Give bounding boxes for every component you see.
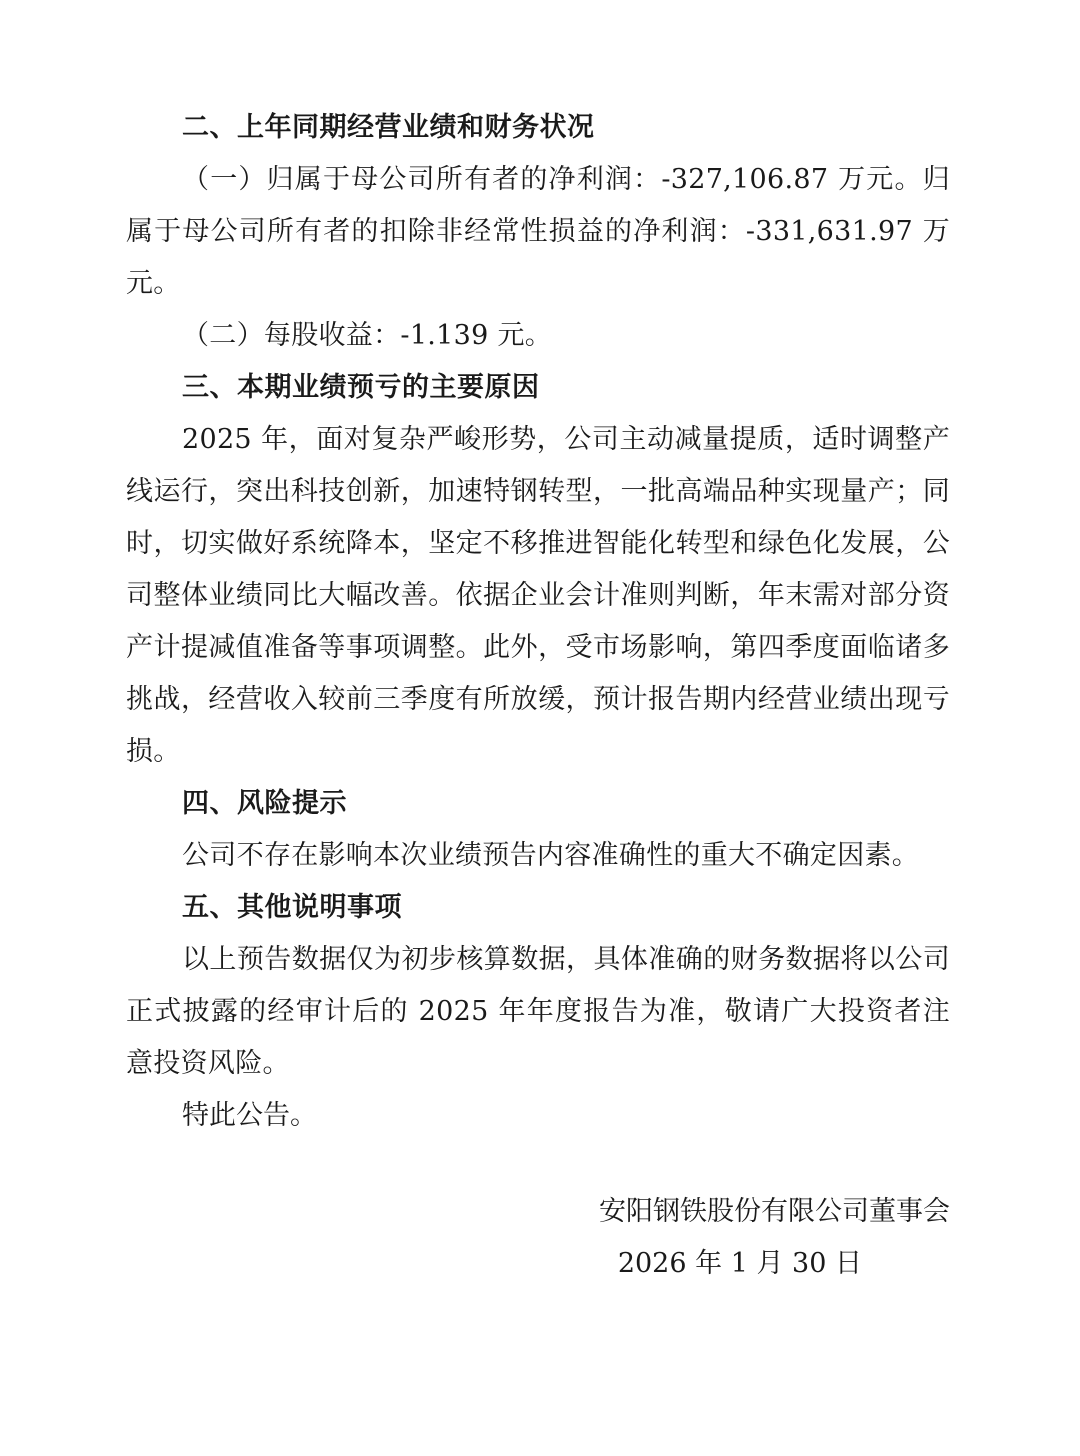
prior-period-eps: （二）每股收益：-1.139 元。 xyxy=(182,320,553,351)
section-heading-other: 五、其他说明事项 xyxy=(182,892,402,923)
signature-date: 2026 年 1 月 30 日 xyxy=(617,1248,862,1279)
document-body xyxy=(126,102,950,1142)
section-heading-prior-period: 二、上年同期经营业绩和财务状况 xyxy=(182,112,595,143)
signature-company: 安阳钢铁股份有限公司董事会 xyxy=(599,1196,950,1227)
other-notes-text: 以上预告数据仅为初步核算数据，具体准确的财务数据将以公司正式披露的经审计后的 2025 年年度报告为准，敬请广大投资者注意投资风险。 xyxy=(126,944,950,1079)
section-heading-risk: 四、风险提示 xyxy=(182,788,347,819)
loss-reasons-text: 2025 年，面对复杂严峻形势，公司主动减量提质，适时调整产线运行，突出科技创新，加速特钢转型，一批高端品种实现量产；同时，切实做好系统降本，坚定不移推进智能化转型和绿色化发展，公司整体业绩同比大幅改善。依据企业会计准则判断，年末需对部分资产计提减值准备等事项调整。此外，受市场影响，第四季度面临诸多挑战，经营收入较前三季度有所放缓，预计报告期内经营业绩出现亏损。 xyxy=(126,424,950,767)
prior-period-net-profit: （一）归属于母公司所有者的净利润：-327,106.87 万元。归属于母公司所有者的扣除非经常性损益的净利润：-331,631.97 万元。 xyxy=(126,164,950,299)
closing-statement: 特此公告。 xyxy=(182,1100,317,1131)
signature-block xyxy=(599,1186,950,1290)
section-heading-loss-reasons: 三、本期业绩预亏的主要原因 xyxy=(182,372,540,403)
risk-text: 公司不存在影响本次业绩预告内容准确性的重大不确定因素。 xyxy=(182,840,920,871)
